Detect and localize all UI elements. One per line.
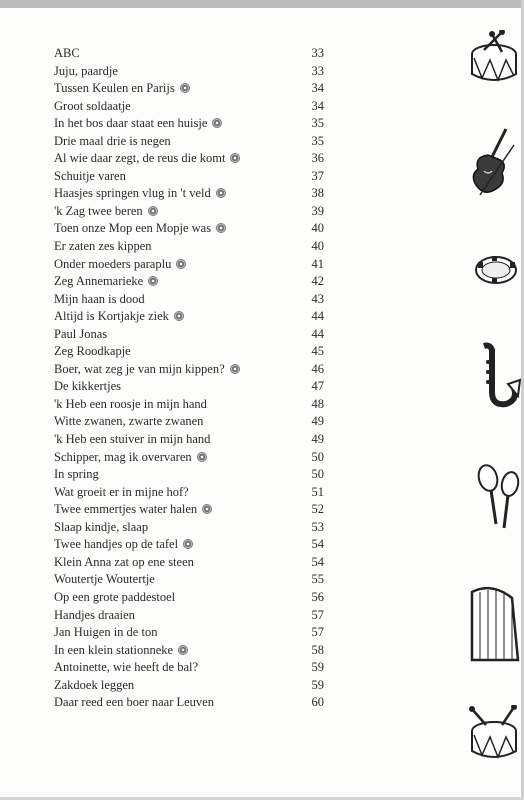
toc-entry-title: Paul Jonas — [54, 326, 108, 341]
cd-icon — [216, 188, 226, 198]
toc-entry-title: Twee handjes op de tafel — [54, 536, 193, 554]
toc-entry-title: Twee emmertjes water halen — [54, 501, 212, 519]
toc-entry — [54, 571, 324, 589]
toc-entry-page: 49 — [311, 414, 324, 429]
toc-entry — [54, 80, 324, 98]
toc-entry — [54, 659, 324, 677]
toc-entry-title: Haasjes springen vlug in 't veld — [54, 185, 226, 203]
toc-entry — [54, 413, 324, 431]
toc-entry — [54, 361, 324, 379]
cd-icon — [148, 206, 158, 216]
toc-entry-title: Juju, paardje — [54, 63, 118, 78]
toc-entry-page: 59 — [311, 677, 324, 692]
harp-icon — [462, 580, 522, 665]
cd-icon — [174, 311, 184, 321]
drum-icon — [462, 30, 522, 90]
toc-entry-title: Woutertje Woutertje — [54, 572, 155, 587]
tambourine-icon — [462, 248, 522, 293]
toc-entry-page: 33 — [311, 46, 324, 60]
cd-icon — [180, 83, 190, 93]
toc-entry — [54, 519, 324, 537]
toc-entry-page: 37 — [311, 168, 324, 183]
toc-entry-title: Mijn haan is dood — [54, 291, 145, 306]
toc-entry-title: Op een grote paddestoel — [54, 589, 176, 604]
toc-entry-title: In spring — [54, 467, 99, 482]
cd-icon — [178, 645, 188, 655]
toc-entry-page: 40 — [311, 221, 324, 236]
toc-entry — [54, 431, 324, 449]
toc-entry — [54, 150, 324, 168]
toc-entry-page: 54 — [311, 554, 324, 569]
cd-icon — [148, 276, 158, 286]
toc-entry-page: 39 — [311, 203, 324, 218]
toc-entry-title: Onder moeders paraplu — [54, 256, 186, 274]
toc-entry-page: 45 — [311, 344, 324, 359]
toc-entry — [54, 63, 324, 81]
cd-icon — [230, 364, 240, 374]
toc-entry-page: 54 — [311, 537, 324, 552]
toc-entry — [54, 466, 324, 484]
toc-entry-page: 38 — [311, 186, 324, 201]
toc-entry — [54, 256, 324, 274]
toc-entry-title: Schipper, mag ik overvaren — [54, 449, 207, 467]
toc-entry-page: 43 — [311, 291, 324, 306]
toc-entry-title: Altijd is Kortjakje ziek — [54, 308, 184, 326]
toc-entry-title: De kikkertjes — [54, 379, 121, 394]
toc-entry-page: 47 — [311, 379, 324, 394]
toc-entry-title: Slaap kindje, slaap — [54, 519, 149, 534]
toc-entry-page: 55 — [311, 572, 324, 587]
cd-icon — [183, 539, 193, 549]
table-of-contents — [54, 45, 324, 712]
toc-entry-page: 51 — [311, 484, 324, 499]
toc-entry-title: Handjes draaien — [54, 607, 135, 622]
toc-entry-page: 50 — [311, 449, 324, 464]
toc-entry — [54, 396, 324, 414]
toc-entry-page: 53 — [311, 519, 324, 534]
toc-entry-title: Witte zwanen, zwarte zwanen — [54, 414, 204, 429]
toc-entry — [54, 589, 324, 607]
toc-entry — [54, 694, 324, 712]
toc-entry-page: 36 — [311, 151, 324, 166]
toc-entry-title: Jan Huigen in de ton — [54, 625, 158, 640]
toc-entry-page: 57 — [311, 607, 324, 622]
toc-entry-title: 'k Zag twee beren — [54, 203, 158, 221]
toc-entry-page: 48 — [311, 396, 324, 411]
toc-entry-title: 'k Heb een roosje in mijn hand — [54, 396, 207, 411]
toc-entry-page: 60 — [311, 695, 324, 710]
toc-entry-title: Zeg Roodkapje — [54, 344, 131, 359]
toc-entry — [54, 308, 324, 326]
toc-entry-page: 34 — [311, 98, 324, 113]
toc-entry — [54, 220, 324, 238]
toc-entry — [54, 238, 324, 256]
toc-entry-page: 35 — [311, 116, 324, 131]
saxophone-icon — [462, 340, 522, 415]
toc-entry-title: Zakdoek leggen — [54, 677, 135, 692]
toc-entry — [54, 203, 324, 221]
toc-entry — [54, 45, 324, 63]
cd-icon — [212, 118, 222, 128]
toc-entry — [54, 291, 324, 309]
cd-icon — [202, 504, 212, 514]
cd-icon — [216, 223, 226, 233]
toc-entry — [54, 378, 324, 396]
toc-entry-title: Boer, wat zeg je van mijn kippen? — [54, 361, 240, 379]
toc-entry-page: 44 — [311, 326, 324, 341]
cd-icon — [230, 153, 240, 163]
toc-entry — [54, 501, 324, 519]
toc-entry — [54, 554, 324, 572]
page-top-edge — [0, 0, 524, 8]
toc-entry — [54, 449, 324, 467]
toc-entry-title: Groot soldaatje — [54, 98, 131, 113]
toc-entry-title: Al wie daar zegt, de reus die komt — [54, 150, 240, 168]
toc-entry — [54, 273, 324, 291]
toc-entry — [54, 185, 324, 203]
toc-entry — [54, 168, 324, 186]
toc-entry-page: 41 — [311, 256, 324, 271]
toc-entry-title: Toen onze Mop een Mopje was — [54, 220, 226, 238]
toc-entry-title: Wat groeit er in mijne hof? — [54, 484, 189, 499]
toc-entry-title: Zeg Annemarieke — [54, 273, 158, 291]
toc-entry-page: 57 — [311, 625, 324, 640]
toc-entry-page: 44 — [311, 309, 324, 324]
toc-entry-page: 42 — [311, 274, 324, 289]
toc-entry-page: 46 — [311, 361, 324, 376]
toc-entry — [54, 607, 324, 625]
toc-entry — [54, 343, 324, 361]
toc-entry — [54, 98, 324, 116]
toc-entry-title: Antoinette, wie heeft de bal? — [54, 660, 199, 675]
toc-entry-page: 58 — [311, 642, 324, 657]
toc-entry-page: 56 — [311, 589, 324, 604]
cd-icon — [176, 259, 186, 269]
cd-icon — [197, 452, 207, 462]
toc-entry-title: 'k Heb een stuiver in mijn hand — [54, 432, 211, 447]
toc-entry-title: Schuitje varen — [54, 168, 126, 183]
toc-entry-title: Klein Anna zat op ene steen — [54, 554, 194, 569]
toc-entry-page: 59 — [311, 660, 324, 675]
toc-entry-page: 52 — [311, 502, 324, 517]
toc-entry — [54, 536, 324, 554]
toc-entry-title: Drie maal drie is negen — [54, 133, 171, 148]
toc-entry-page: 50 — [311, 467, 324, 482]
toc-entry — [54, 326, 324, 344]
toc-entry-title: Tussen Keulen en Parijs — [54, 80, 190, 98]
violin-icon — [462, 125, 522, 200]
toc-entry-title: In het bos daar staat een huisje — [54, 115, 222, 133]
toc-entry — [54, 624, 324, 642]
toc-entry-title: ABC — [54, 46, 80, 60]
toc-entry — [54, 484, 324, 502]
toc-entry — [54, 133, 324, 151]
toc-entry-page: 40 — [311, 239, 324, 254]
toc-entry-page: 35 — [311, 133, 324, 148]
toc-entry-title: Daar reed een boer naar Leuven — [54, 695, 214, 710]
toc-entry-page: 34 — [311, 81, 324, 96]
drum-icon — [462, 705, 522, 765]
toc-entry-page: 33 — [311, 63, 324, 78]
toc-entry — [54, 677, 324, 695]
maracas-icon — [462, 462, 522, 532]
toc-entry — [54, 642, 324, 660]
toc-entry-title: Er zaten zes kippen — [54, 239, 152, 254]
toc-entry — [54, 115, 324, 133]
toc-entry-page: 49 — [311, 432, 324, 447]
toc-entry-title: In een klein stationneke — [54, 642, 188, 660]
